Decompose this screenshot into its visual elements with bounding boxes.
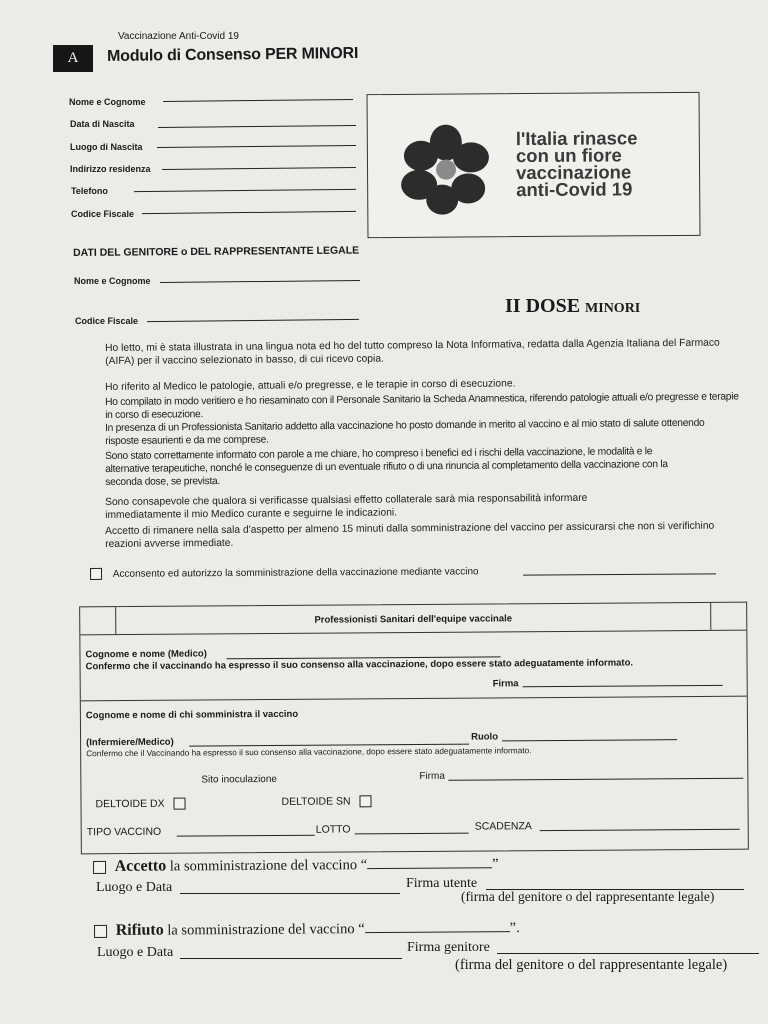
logo-line-3: vaccinazione [515,161,632,184]
flower-petal [401,170,437,200]
tipo-vaccino-line[interactable] [177,835,315,837]
refuse-firma-line[interactable] [497,953,759,954]
guardian-name-line[interactable] [160,280,360,283]
row-divider-1 [81,696,747,702]
guardian-cf-line[interactable] [147,319,359,322]
declaration-5: Sono stato correttamente informato con parole a me chiare, ho compreso i benefici ed i rischi della vaccinazione, le modalità e le alternative terapeutiche, nonché le conseguenze di un eventuale rifiuto o di una rinuncia al completamento della vaccinazione con la seconda dose, se prevista. [105,446,668,488]
section-badge-letter: A [67,50,79,66]
refuse-vaccine-line[interactable] [365,931,510,933]
field-label-luogo-nascita: Luogo di Nascita [70,142,143,152]
dose-sub: MINORI [585,301,641,316]
accept-note: (firma del genitore o del rappresentante legale) [461,889,715,904]
refuse-rest: la somministrazione del vaccino [167,921,355,939]
logo-line-1: l'Italia rinasce [515,127,638,150]
professionals-heading: Professionisti Sanitari dell'equipe vaccinale [314,613,513,626]
ruolo-line[interactable] [502,739,677,741]
declaration-7: Accetto di rimanere nella sala d'aspetto per almeno 15 minuti dalla somministrazione del vaccino per assicurarsi che non si verifichino reazioni avverse immediate. [105,520,715,550]
lotto-line[interactable] [355,833,469,835]
logo-line-2: con un fiore [515,144,622,167]
logo-text [515,127,638,201]
field-label-indirizzo: Indirizzo residenza [70,164,151,174]
field-line-indirizzo[interactable] [162,167,356,170]
field-label-codice-fiscale: Codice Fiscale [71,209,135,219]
deltoide-sn-row [281,795,371,808]
refuse-note: (firma del genitore o del rappresentante legale) [455,957,728,973]
accept-luogo-line[interactable] [180,893,400,894]
consent-checkbox[interactable] [90,568,102,580]
flower-logo-icon [386,119,517,220]
vaccinando-confirm: Confermo che il Vaccinando ha espresso il suo consenso alla vaccinazione, dopo essere stato adeguatamente informato. [86,745,532,759]
consent-label: Acconsento ed autorizzo la somministrazione della vaccinazione mediante vaccino [112,565,479,580]
medico-label: Cognome e nome (Medico) [85,648,207,661]
deltoide-dx-label: DELTOIDE DX [95,797,165,811]
dose-title [505,295,640,318]
field-line-data-nascita[interactable] [158,125,356,128]
flower-center [436,160,456,180]
refuse-row [94,919,520,940]
declaration-1: Ho letto, mi è stata illustrata in una lingua nota ed ho del tutto compreso la Nota Informativa, redatta dalla Agenzia Italiana del Farmaco (AIFA) per il vaccino selezionato in basso, di cui ricevo copia. [105,337,720,367]
accept-checkbox[interactable] [93,861,106,874]
accept-vaccine-open-quote: “ [360,857,368,874]
accept-vaccine-line[interactable] [367,867,492,869]
medico-confirm: Confermo che il vaccinando ha espresso il suo consenso alla vaccinazione, dopo essere stato adeguatamente informato. [85,657,634,673]
accept-row [93,855,499,876]
refuse-luogo-line[interactable] [180,958,402,959]
scadenza-line[interactable] [540,829,740,831]
firma-medico-label: Firma [492,678,519,690]
firma-somministratore-label: Firma [419,770,445,782]
accept-firma-label: Firma utente [406,876,478,891]
refuse-luogo-label: Luogo e Data [97,945,174,960]
sito-label: Sito inoculazione [201,773,278,786]
field-label-nome: Nome e Cognome [69,97,146,107]
page-title: Modulo di Consenso PER MINORI [107,44,359,65]
declaration-4: In presenza di un Professionista Sanitario addetto alla vaccinazione ho posto domande in merito al vaccino e al mio stato di salute ottenendo risposte esaurienti e da me comprese. [105,417,705,447]
professionals-header-row [80,603,746,636]
accept-rest: la somministrazione del vaccino [169,857,358,875]
lotto-label: LOTTO [315,823,351,836]
refuse-firma-label: Firma genitore [407,940,490,955]
deltoide-sn-label: DELTOIDE SN [281,795,351,808]
dose-main: II DOSE [505,295,581,317]
deltoide-dx-row [95,798,185,811]
field-line-luogo-nascita[interactable] [157,145,356,148]
scadenza-label: SCADENZA [474,820,532,833]
accept-vaccine-close-quote: ” [492,856,499,873]
professionals-box [79,602,749,855]
field-line-codice-fiscale[interactable] [142,211,356,214]
guardian-heading: DATI DEL GENITORE o DEL RAPPRESENTANTE LEGALE [73,244,360,259]
section-badge [53,45,93,72]
deltoide-sn-checkbox[interactable] [359,796,371,808]
refuse-vaccine-close-quote: ”. [509,920,520,937]
deltoide-dx-checkbox[interactable] [173,798,185,810]
small-title: Vaccinazione Anti-Covid 19 [118,31,239,42]
flower-petal [404,141,438,171]
logo-line-4: anti-Covid 19 [516,178,633,201]
consent-row [90,565,479,580]
infermiere-label: (Infermiere/Medico) [86,736,174,749]
accept-word: Accetto [114,857,167,875]
somministra-label: Cognome e nome di chi somministra il vaccino [85,708,299,722]
refuse-checkbox[interactable] [94,925,107,938]
tipo-vaccino-label: TIPO VACCINO [86,825,162,839]
consent-vaccine-line[interactable] [523,573,716,575]
declaration-2: Ho riferito al Medico le patologie, attuali e/o pregresse, e le terapie in corso di esecuzione. [105,378,516,393]
field-label-telefono: Telefono [71,186,108,196]
refuse-word: Rifiuto [115,921,164,939]
firma-medico-line[interactable] [523,685,723,687]
guardian-cf-label: Codice Fiscale [75,316,139,326]
flower-petal [453,142,489,172]
declaration-6: Sono consapevole che qualora si verificasse qualsiasi effetto collaterale sarà mia responsabilità informare immediatamente il mio Medico curante e seguirne le indicazioni. [105,492,588,521]
field-line-telefono[interactable] [134,189,356,192]
accept-luogo-label: Luogo e Data [96,880,173,895]
declaration-3: Ho compilato in modo veritiero e ho riesaminato con il Personale Sanitario la Scheda Anamnestica, riferendo patologie attuali e/o pregresse e terapie in corso di esecuzione. [105,391,739,421]
guardian-name-label: Nome e Cognome [74,276,151,286]
firma-somministratore-line[interactable] [448,778,743,781]
ruolo-label: Ruolo [471,731,499,743]
field-label-data-nascita: Data di Nascita [70,119,135,129]
logo-box [367,92,701,238]
field-line-nome[interactable] [163,99,353,102]
refuse-vaccine-open-quote: “ [358,921,365,938]
